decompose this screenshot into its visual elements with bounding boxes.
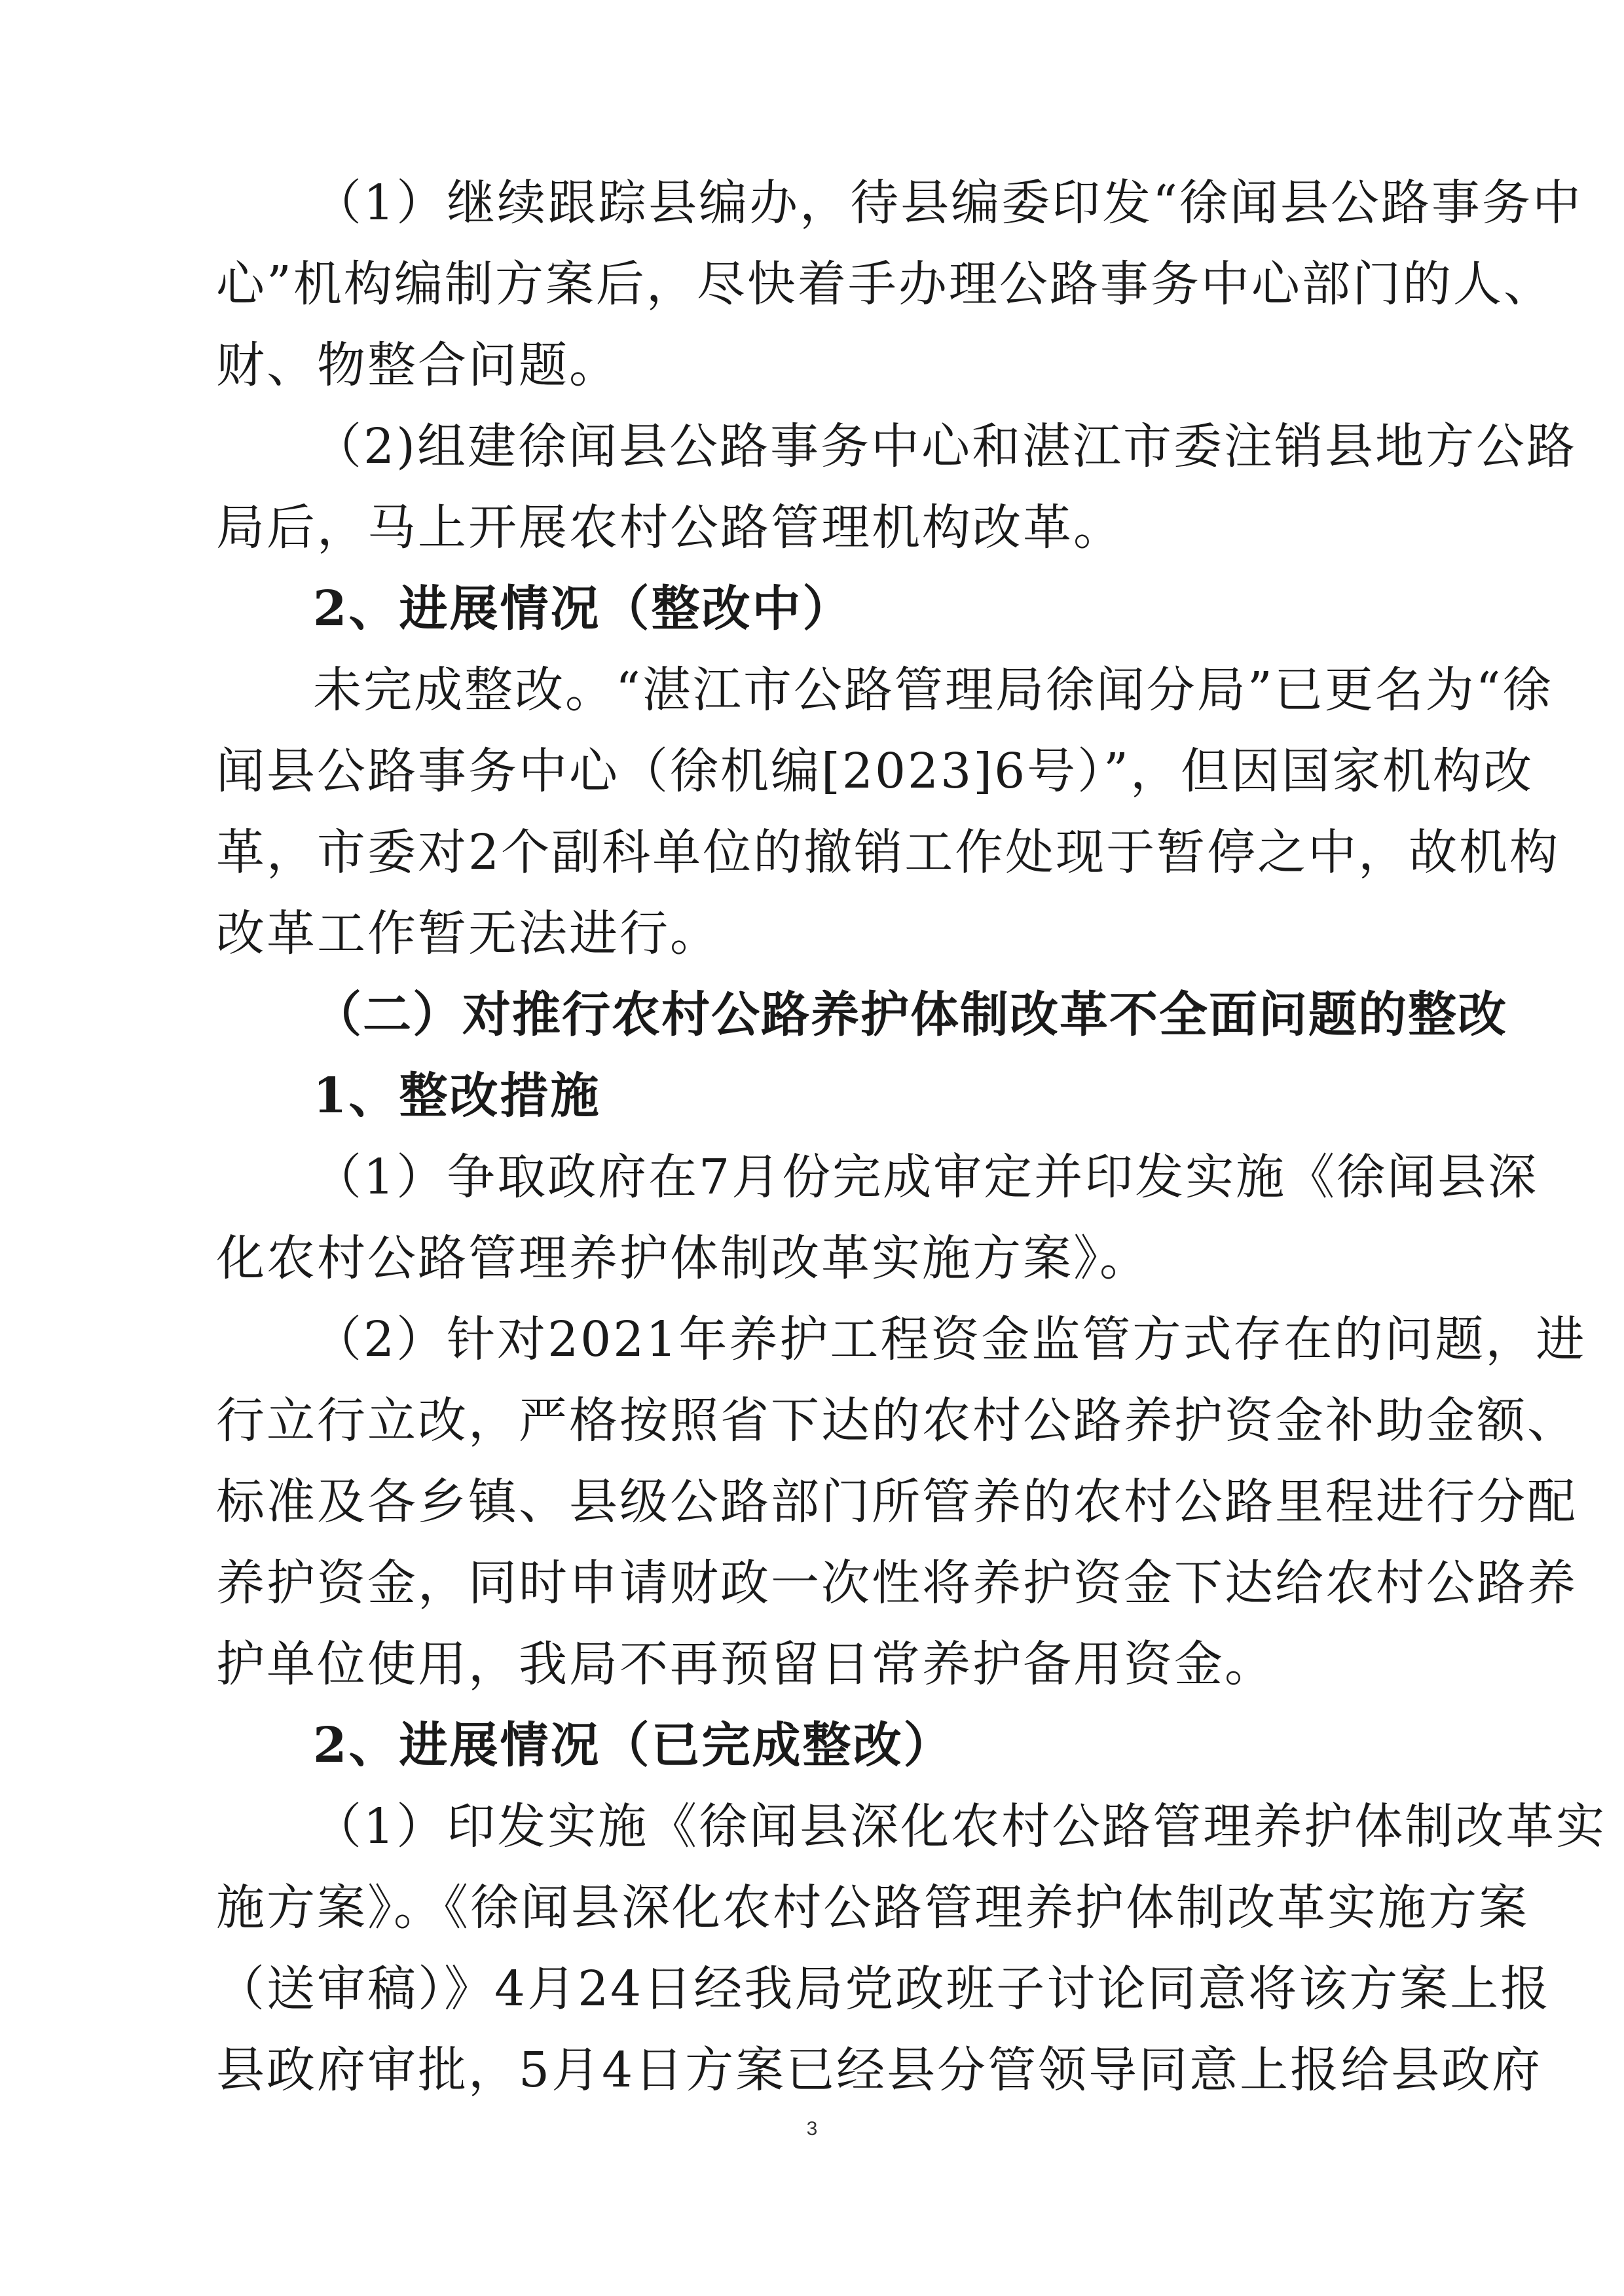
paragraph-line: 施方案》。《徐闻县深化农村公路管理养护体制改革实施方案 [216,1880,1529,1936]
paragraph-line: （1）继续跟踪县编办，待县编委印发“徐闻县公路事务中 [313,175,1583,231]
section-heading: 2、进展情况（已完成整改） [313,1717,954,1774]
paragraph-line: 心”机构编制方案后，尽快着手办理公路事务中心部门的人、 [216,256,1554,312]
document-body [216,162,1607,2111]
paragraph-line: （2）针对2021年养护工程资金监管方式存在的问题，进 [313,1311,1587,1368]
paragraph-line: （1）争取政府在7月份完成审定并印发实施《徐闻县深 [313,1149,1539,1205]
paragraph-line: 未完成整改。“湛江市公路管理局徐闻分局”已更名为“徐 [313,662,1553,718]
paragraph-line: 标准及各乡镇、县级公路部门所管养的农村公路里程进行分配 [216,1474,1578,1530]
paragraph-line: （2)组建徐闻县公路事务中心和湛江市委注销县地方公路 [313,418,1577,475]
paragraph-line: 革，市委对2个副科单位的撤销工作处现于暂停之中，故机构 [216,824,1560,881]
section-heading: 1、整改措施 [313,1068,601,1124]
paragraph-line: 护单位使用，我局不再预留日常养护备用资金。 [216,1636,1275,1692]
section-heading: 2、进展情况（整改中） [313,581,853,637]
paragraph-line: 养护资金，同时申请财政一次性将养护资金下达给农村公路养 [216,1555,1578,1611]
paragraph-line: 改革工作暂无法进行。 [216,905,720,962]
paragraph-line: （送审稿）》4月24日经我局党政班子讨论同意将该方案上报 [216,1961,1551,2017]
paragraph-line: 财、物整合问题。 [216,337,619,393]
paragraph-line: 闻县公路事务中心（徐机编[2023]6号）”，但因国家机构改 [216,743,1534,799]
paragraph-line: 化农村公路管理养护体制改革实施方案》。 [216,1230,1150,1286]
paragraph-line: 局后，马上开展农村公路管理机构改革。 [216,500,1124,556]
paragraph-line: 行立行立改，严格按照省下达的农村公路养护资金补助金额、 [216,1393,1578,1449]
section-title: （二）对推行农村公路养护体制改革不全面问题的整改 [313,987,1507,1043]
page-number: 3 [806,2118,818,2140]
paragraph-line: （1）印发实施《徐闻县深化农村公路管理养护体制改革实 [313,1798,1607,1855]
paragraph-line: 县政府审批，5月4日方案已经县分管领导同意上报给县政府 [216,2042,1543,2098]
